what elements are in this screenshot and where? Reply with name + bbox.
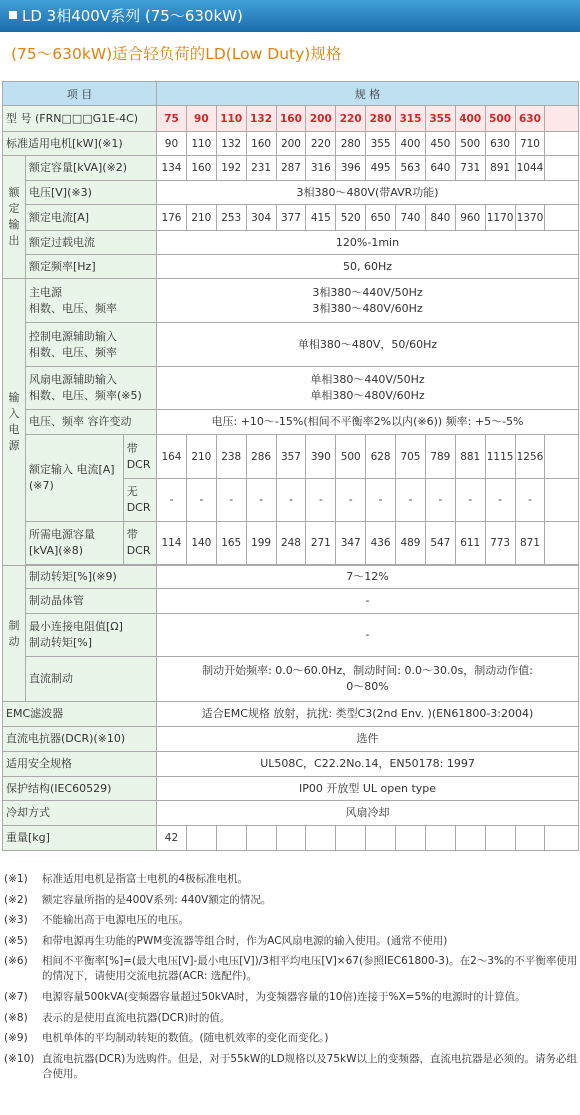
weight-cell bbox=[216, 826, 246, 851]
spec-subtitle: (75～630kW)适合轻负荷的LD(Low Duty)规格 bbox=[11, 45, 342, 63]
input-current-with-dcr-cell: 390 bbox=[306, 435, 336, 479]
input-current-without-dcr-cell: - bbox=[455, 479, 485, 522]
motor-cell: 200 bbox=[276, 132, 306, 156]
input-current-without-dcr-cell: - bbox=[216, 479, 246, 522]
spec-table bbox=[2, 81, 579, 851]
input-current-without-dcr-cell: - bbox=[366, 479, 396, 522]
input-current-with-dcr-cell: 881 bbox=[455, 435, 485, 479]
supply-dcr-label: 带 DCR bbox=[123, 522, 156, 565]
model-cell: 280 bbox=[366, 106, 396, 132]
model-cell: 500 bbox=[485, 106, 515, 132]
input-current-without-dcr-cell: - bbox=[336, 479, 366, 522]
cooling-label: 冷却方式 bbox=[3, 801, 157, 826]
motor-cell: 450 bbox=[425, 132, 455, 156]
input-current-with-dcr-cell: 628 bbox=[366, 435, 396, 479]
fan-power-label: 风扇电源辅助输入 相数、电压、频率(※5) bbox=[25, 367, 156, 410]
weight-cell: 42 bbox=[157, 826, 187, 851]
rated-current-cell: 415 bbox=[306, 205, 336, 231]
weight-cell bbox=[485, 826, 515, 851]
weight-cell bbox=[336, 826, 366, 851]
supply-capacity-cell: 871 bbox=[515, 522, 545, 565]
rated-capacity-cell: 316 bbox=[306, 156, 336, 181]
weight-cell bbox=[306, 826, 336, 851]
rated-freq-label: 额定频率[Hz] bbox=[25, 255, 156, 279]
control-power-label: 控制电源辅助输入 相数、电压、频率 bbox=[25, 323, 156, 367]
header-item: 项 目 bbox=[3, 82, 157, 106]
rated-capacity-cell: 231 bbox=[246, 156, 276, 181]
with-dcr-label: 带 DCR bbox=[123, 435, 156, 479]
main-power-value: 3相380～440V/50Hz 3相380～480V/60Hz bbox=[157, 279, 579, 323]
input-current-with-dcr-cell: 238 bbox=[216, 435, 246, 479]
rated-current-cell: 840 bbox=[425, 205, 455, 231]
footnote: (※7) 电源容量500kVA(变频器容量超过50kVA时，为变频器容量的10倍)连接于%X=5%的电源时的计算值。 bbox=[4, 990, 526, 1003]
supply-capacity-cell: 114 bbox=[157, 522, 187, 565]
empty-cell bbox=[545, 132, 579, 156]
brake-transistor-value: - bbox=[157, 589, 579, 614]
input-current-with-dcr-cell: 500 bbox=[336, 435, 366, 479]
square-bullet-icon bbox=[9, 11, 17, 19]
motor-cell: 220 bbox=[306, 132, 336, 156]
supply-capacity-label: 所需电源容量[kVA](※8) bbox=[25, 522, 123, 565]
series-title: LD 3相400V系列 (75～630kW) bbox=[22, 7, 243, 25]
weight-cell bbox=[396, 826, 426, 851]
main-power-label: 主电源 相数、电压、频率 bbox=[25, 279, 156, 323]
empty-cell bbox=[545, 479, 579, 522]
motor-cell: 500 bbox=[455, 132, 485, 156]
input-current-without-dcr-cell: - bbox=[306, 479, 336, 522]
supply-capacity-cell: 773 bbox=[485, 522, 515, 565]
weight-cell bbox=[455, 826, 485, 851]
voltage-label: 电压[V](※3) bbox=[25, 181, 156, 205]
rated-capacity-cell: 396 bbox=[336, 156, 366, 181]
supply-capacity-cell: 140 bbox=[186, 522, 216, 565]
footnote: (※3) 不能输出高于电源电压的电压。 bbox=[4, 914, 189, 927]
supply-capacity-cell: 271 bbox=[306, 522, 336, 565]
rated-capacity-cell: 640 bbox=[425, 156, 455, 181]
weight-label: 重量[kg] bbox=[3, 826, 157, 851]
input-current-without-dcr-cell: - bbox=[396, 479, 426, 522]
fan-power-value: 单相380～440V/50Hz 单相380～480V/60Hz bbox=[157, 367, 579, 410]
tolerance-label: 电压、频率 容许变动 bbox=[25, 410, 156, 435]
series-title-banner bbox=[0, 0, 580, 32]
input-current-with-dcr-cell: 164 bbox=[157, 435, 187, 479]
input-current-label: 额定输入 电流[A](※7) bbox=[25, 435, 123, 522]
rated-current-cell: 210 bbox=[186, 205, 216, 231]
supply-capacity-cell: 547 bbox=[425, 522, 455, 565]
safety-value: UL508C，C22.2No.14，EN50178: 1997 bbox=[157, 752, 579, 777]
footnote: (※5) 和带电源再生功能的PWM变流器等组合时，作为AC风扇电源的输入使用。(通常不使用) bbox=[4, 934, 448, 947]
brake-resistor-value: - bbox=[157, 614, 579, 657]
input-current-with-dcr-cell: 210 bbox=[186, 435, 216, 479]
model-cell: 355 bbox=[425, 106, 455, 132]
empty-cell bbox=[545, 156, 579, 181]
supply-capacity-cell: 248 bbox=[276, 522, 306, 565]
rated-capacity-cell: 287 bbox=[276, 156, 306, 181]
footnote: (※6) 相间不平衡率[%]=(最大电压[V]-最小电压[V])/3相平均电压[V]×67(参照IEC61800-3)。在2～3%的不平衡率使用的情况下，请使用交流电抗器(ACR: 选配件)。 bbox=[4, 955, 578, 983]
emc-label: EMC滤波器 bbox=[3, 702, 157, 727]
header-spec: 规 格 bbox=[157, 82, 579, 106]
motor-cell: 110 bbox=[186, 132, 216, 156]
input-current-without-dcr-cell: - bbox=[515, 479, 545, 522]
rated-capacity-cell: 160 bbox=[186, 156, 216, 181]
input-current-with-dcr-cell: 705 bbox=[396, 435, 426, 479]
supply-capacity-cell: 165 bbox=[216, 522, 246, 565]
rated-current-cell: 520 bbox=[336, 205, 366, 231]
rated-current-label: 额定电流[A] bbox=[25, 205, 156, 231]
rated-current-cell: 304 bbox=[246, 205, 276, 231]
rated-capacity-label: 额定容量[kVA](※2) bbox=[25, 156, 156, 181]
motor-cell: 280 bbox=[336, 132, 366, 156]
motor-cell: 90 bbox=[157, 132, 187, 156]
input-current-with-dcr-cell: 357 bbox=[276, 435, 306, 479]
input-current-without-dcr-cell: - bbox=[485, 479, 515, 522]
overload-value: 120%-1min bbox=[157, 231, 579, 255]
model-cell: 75 bbox=[157, 106, 187, 132]
input-current-without-dcr-cell: - bbox=[246, 479, 276, 522]
rated-capacity-cell: 891 bbox=[485, 156, 515, 181]
empty-cell bbox=[545, 205, 579, 231]
empty-cell bbox=[545, 522, 579, 565]
weight-cell bbox=[246, 826, 276, 851]
model-cell: 160 bbox=[276, 106, 306, 132]
motor-cell: 160 bbox=[246, 132, 276, 156]
weight-cell bbox=[425, 826, 455, 851]
rated-freq-value: 50, 60Hz bbox=[157, 255, 579, 279]
brake-torque-label: 制动转矩[%](※9) bbox=[25, 566, 156, 589]
weight-cell bbox=[515, 826, 545, 851]
motor-cell: 132 bbox=[216, 132, 246, 156]
rated-capacity-cell: 192 bbox=[216, 156, 246, 181]
rated-output-group: 额 定 输 出 bbox=[3, 156, 26, 279]
input-current-with-dcr-cell: 1256 bbox=[515, 435, 545, 479]
emc-value: 适合EMC规格 放射，抗扰: 类型C3(2nd Env. )(EN61800-3:2004) bbox=[157, 702, 579, 727]
model-cell: 630 bbox=[515, 106, 545, 132]
voltage-value: 3相380～480V(带AVR功能) bbox=[157, 181, 579, 205]
tolerance-value: 电压: +10～-15%(相间不平衡率2%以内(※6)) 频率: +5～-5% bbox=[157, 410, 579, 435]
model-cell: 110 bbox=[216, 106, 246, 132]
control-power-value: 单相380～480V，50/60Hz bbox=[157, 323, 579, 367]
motor-cell: 355 bbox=[366, 132, 396, 156]
dcr-label: 直流电抗器(DCR)(※10) bbox=[3, 727, 157, 752]
supply-capacity-cell: 611 bbox=[455, 522, 485, 565]
footnote: (※10) 直流电抗器(DCR)为选购件。但是，对于55kW的LD规格以及75kW以上的变频器，直流电抗器是必须的。请务必组合使用。 bbox=[4, 1052, 577, 1080]
dc-brake-label: 直流制动 bbox=[25, 657, 156, 702]
model-cell: 90 bbox=[186, 106, 216, 132]
model-cell: 400 bbox=[455, 106, 485, 132]
empty-cell bbox=[545, 106, 579, 132]
without-dcr-label: 无 DCR bbox=[123, 479, 156, 522]
footnote: (※8) 表示的是使用直流电抗器(DCR)时的值。 bbox=[4, 1011, 231, 1024]
motor-cell: 400 bbox=[396, 132, 426, 156]
footnotes bbox=[4, 872, 578, 1087]
model-label: 型 号 (FRN□□□G1E-4C) bbox=[3, 106, 157, 132]
rated-capacity-cell: 731 bbox=[455, 156, 485, 181]
motor-cell: 630 bbox=[485, 132, 515, 156]
rated-current-cell: 1370 bbox=[515, 205, 545, 231]
model-cell: 315 bbox=[396, 106, 426, 132]
input-current-without-dcr-cell: - bbox=[276, 479, 306, 522]
input-current-without-dcr-cell: - bbox=[186, 479, 216, 522]
motor-label: 标准适用电机[kW](※1) bbox=[3, 132, 157, 156]
brake-group: 制 动 bbox=[3, 566, 26, 702]
overload-label: 额定过载电流 bbox=[25, 231, 156, 255]
dc-brake-value: 制动开始频率: 0.0～60.0Hz，制动时间: 0.0～30.0s，制动动作值: 0～80% bbox=[157, 657, 579, 702]
rated-capacity-cell: 563 bbox=[396, 156, 426, 181]
footnote: (※2) 额定容量所指的是400V系列: 440V额定的情况。 bbox=[4, 893, 272, 906]
model-cell: 200 bbox=[306, 106, 336, 132]
supply-capacity-cell: 199 bbox=[246, 522, 276, 565]
rated-current-cell: 740 bbox=[396, 205, 426, 231]
weight-cell bbox=[366, 826, 396, 851]
brake-torque-value: 7～12% bbox=[157, 566, 579, 589]
cooling-value: 风扇冷却 bbox=[157, 801, 579, 826]
rated-current-cell: 176 bbox=[157, 205, 187, 231]
motor-cell: 710 bbox=[515, 132, 545, 156]
footnote: (※9) 电机单体的平均制动转矩的数值。(随电机效率的变化而变化。) bbox=[4, 1032, 329, 1045]
model-cell: 220 bbox=[336, 106, 366, 132]
input-current-without-dcr-cell: - bbox=[425, 479, 455, 522]
protection-label: 保护结构(IEC60529) bbox=[3, 777, 157, 801]
empty-cell bbox=[545, 435, 579, 479]
rated-current-cell: 650 bbox=[366, 205, 396, 231]
input-current-without-dcr-cell: - bbox=[157, 479, 187, 522]
rated-current-cell: 377 bbox=[276, 205, 306, 231]
supply-capacity-cell: 436 bbox=[366, 522, 396, 565]
input-current-with-dcr-cell: 1115 bbox=[485, 435, 515, 479]
input-current-with-dcr-cell: 286 bbox=[246, 435, 276, 479]
brake-transistor-label: 制动晶体管 bbox=[25, 589, 156, 614]
supply-capacity-cell: 489 bbox=[396, 522, 426, 565]
rated-current-cell: 253 bbox=[216, 205, 246, 231]
rated-capacity-cell: 495 bbox=[366, 156, 396, 181]
model-cell: 132 bbox=[246, 106, 276, 132]
rated-capacity-cell: 134 bbox=[157, 156, 187, 181]
input-power-group: 输 入 电 源 bbox=[3, 279, 26, 566]
rated-current-cell: 960 bbox=[455, 205, 485, 231]
input-current-with-dcr-cell: 789 bbox=[425, 435, 455, 479]
supply-capacity-cell: 347 bbox=[336, 522, 366, 565]
rated-current-cell: 1170 bbox=[485, 205, 515, 231]
dcr-value: 选件 bbox=[157, 727, 579, 752]
footnote: (※1) 标准适用电机是指富士电机的4极标准电机。 bbox=[4, 873, 249, 885]
weight-cell bbox=[186, 826, 216, 851]
rated-capacity-cell: 1044 bbox=[515, 156, 545, 181]
empty-cell bbox=[545, 826, 579, 851]
brake-resistor-label: 最小连接电阻值[Ω] 制动转矩[%] bbox=[25, 614, 156, 657]
weight-cell bbox=[276, 826, 306, 851]
protection-value: IP00 开放型 UL open type bbox=[157, 777, 579, 801]
safety-label: 适用安全规格 bbox=[3, 752, 157, 777]
